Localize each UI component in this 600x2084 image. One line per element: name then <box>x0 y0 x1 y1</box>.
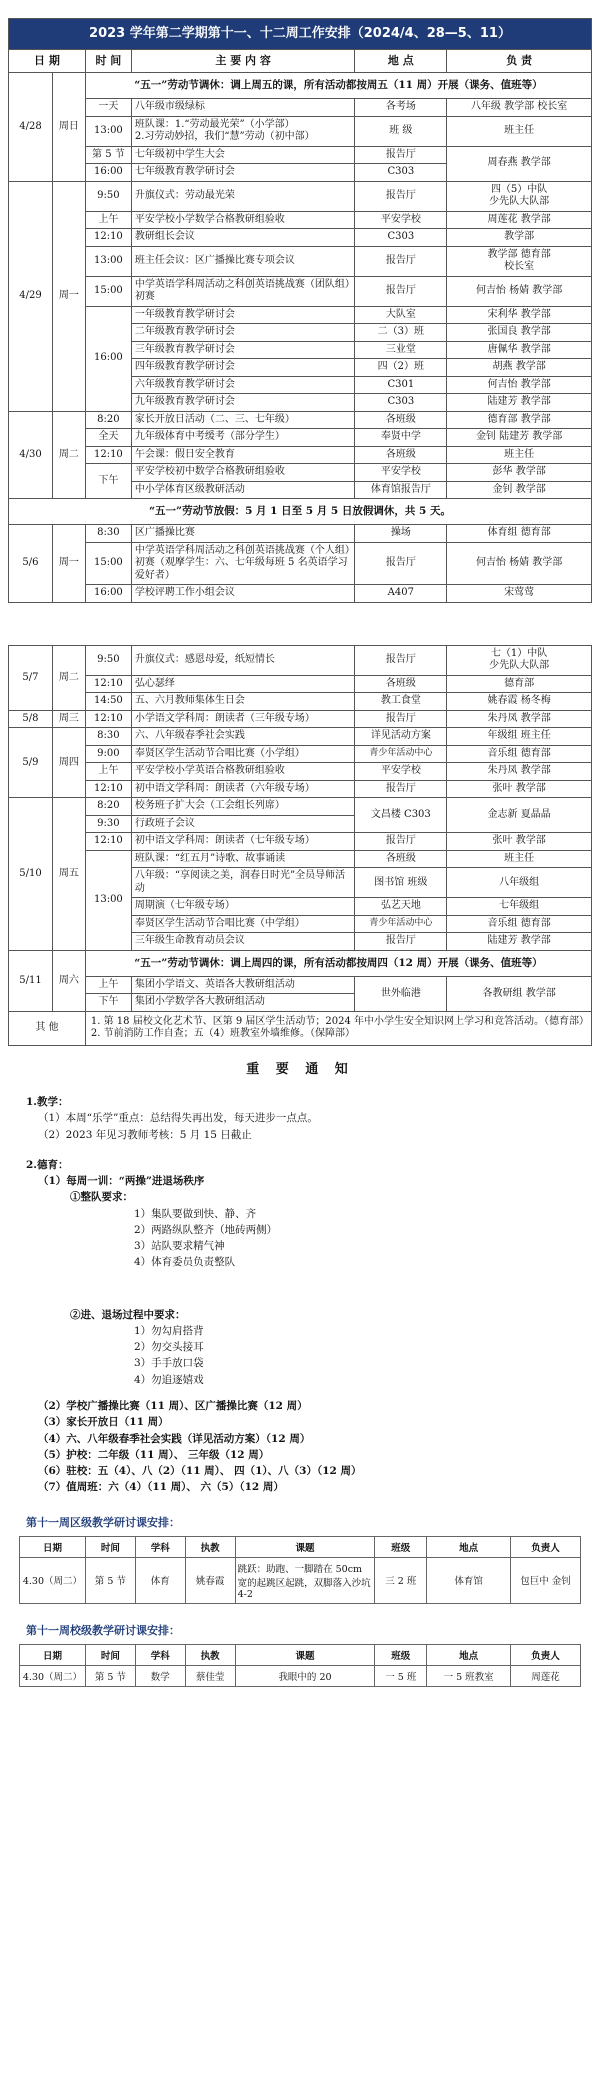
owner-cell: 周莲花 教学部 <box>447 211 592 229</box>
place-cell: 各班级 <box>355 850 447 868</box>
table-row <box>9 116 592 146</box>
table-row <box>9 745 592 763</box>
content-cell: 行政班子会议 <box>131 815 355 833</box>
content-cell: 小学语文学科周：朗读者（三年级专场） <box>131 710 355 728</box>
moral-item: （2）学校广播操比赛（11 周）、区广播操比赛（12 周） <box>38 1400 308 1412</box>
cell: 一 5 班教室 <box>427 1665 511 1686</box>
content-cell: 七年级教育教学研讨会 <box>131 164 355 182</box>
place-cell: 详见活动方案 <box>355 728 447 746</box>
content-cell: 四年级教育教学研讨会 <box>131 359 355 377</box>
day-cell: 周一 <box>52 525 85 603</box>
place-cell: 青少年活动中心 <box>355 745 447 763</box>
table-row <box>9 276 592 306</box>
owner-cell: 何吉怡 教学部 <box>447 376 592 394</box>
cell: 蔡佳莹 <box>185 1665 235 1686</box>
table-row <box>9 728 592 746</box>
time-cell: 9:30 <box>85 815 131 833</box>
table-row <box>9 850 592 868</box>
content-cell: 九年级体育中考缓考（部分学生） <box>131 429 355 447</box>
schedule-title: 2023 学年第二学期第十一、十二周工作安排（2024/4、28—5、11） <box>9 19 592 50</box>
other-item: 2. 节前消防工作自查；五（4）班教室外墙维修。（保障部） <box>90 1028 355 1040</box>
table-row <box>9 710 592 728</box>
table-row <box>9 542 592 585</box>
place-cell: C303 <box>355 164 447 182</box>
table-row <box>9 229 592 247</box>
cell: 4.30（周二） <box>20 1557 86 1603</box>
owner-cell: 金钊 陆建芳 教学部 <box>447 429 592 447</box>
owner-cell: 各教研组 教学部 <box>447 976 592 1011</box>
owner-cell: 张国良 教学部 <box>447 324 592 342</box>
owner-cell: 德育部 教学部 <box>447 411 592 429</box>
owner-cell: 宋利华 教学部 <box>447 306 592 324</box>
content-cell: 六年级教育教学研讨会 <box>131 376 355 394</box>
owner-cell: 陆建芳 教学部 <box>447 394 592 412</box>
place-cell: 弘艺天地 <box>355 898 447 916</box>
table-row <box>9 246 592 276</box>
sub-item: 2）勿交头接耳 <box>134 1341 204 1354</box>
content-cell: 升旗仪式：感恩母爱，纸短情长 <box>131 645 355 675</box>
table-row <box>9 645 592 675</box>
time-cell: 9:50 <box>85 645 131 675</box>
content-cell: 奉贤区学生活动节合唱比赛（中学组） <box>131 915 355 933</box>
place-cell: 世外临港 <box>355 976 447 1011</box>
teaching-item: （1）本周“乐学”重点：总结得失再出发，每天进步一点点。 <box>38 1112 318 1125</box>
time-cell: 15:00 <box>85 542 131 585</box>
content-cell: 平安学校小学数学合格教研组验收 <box>131 211 355 229</box>
time-cell: 16:00 <box>85 164 131 182</box>
place-cell: 平安学校 <box>355 211 447 229</box>
place-cell: C303 <box>355 394 447 412</box>
place-cell: 奉贤中学 <box>355 429 447 447</box>
moral-title: 2.德育： <box>26 1158 69 1171</box>
table-row <box>9 411 592 429</box>
content-cell: 教研组长会议 <box>131 229 355 247</box>
moral-item: （3）家长开放日（11 周） <box>38 1416 169 1429</box>
time-cell: 13:00 <box>85 246 131 276</box>
content-cell: 弘心瑟绎 <box>131 675 355 693</box>
place-cell: 青少年活动中心 <box>355 915 447 933</box>
day-cell: 周二 <box>52 645 85 710</box>
table-row <box>9 763 592 781</box>
table-row <box>9 780 592 798</box>
time-cell: 下午 <box>85 994 131 1012</box>
place-cell: 报告厅 <box>355 933 447 951</box>
notice-section <box>0 1060 600 1496</box>
table-row <box>9 181 592 211</box>
table-row <box>9 146 592 164</box>
content-cell: 校务班子扩大会（工会组长列席） <box>131 798 355 816</box>
content-cell: 平安学校初中数学合格教研组验收 <box>131 464 355 482</box>
owner-cell: 胡燕 教学部 <box>447 359 592 377</box>
table-row <box>9 446 592 464</box>
sub-item: 4）体育委员负责整队 <box>134 1256 236 1269</box>
content-cell: 八年级市级绿标 <box>131 99 355 117</box>
content-cell: 区广播操比赛 <box>131 525 355 543</box>
content-cell: 学校评聘工作小组会议 <box>131 585 355 603</box>
notice-heading: 重 要 通 知 <box>246 1061 354 1077</box>
place-cell: 文昌楼 C303 <box>355 798 447 833</box>
content-cell: 班主任会议：区广播操比赛专项会议 <box>131 246 355 276</box>
col-header: 课题 <box>235 1536 375 1557</box>
sub-item: 1）勿勾肩搭背 <box>134 1324 204 1337</box>
date-cell: 5/11 <box>9 950 53 1011</box>
time-cell: 16:00 <box>85 306 131 411</box>
place-cell: 报告厅 <box>355 181 447 211</box>
time-cell: 全天 <box>85 429 131 447</box>
owner-cell: 七年级组 <box>447 898 592 916</box>
district-title: 第十一周区级教学研讨课安排： <box>26 1515 180 1529</box>
owner-cell: 教学部 德育部 校长室 <box>447 246 592 276</box>
owner-cell: 四（5）中队 少先队大队部 <box>447 181 592 211</box>
teaching-title: 1.教学： <box>26 1096 69 1109</box>
cell: 包巨中 金钊 <box>511 1557 581 1603</box>
cell: 三 2 班 <box>375 1557 427 1603</box>
content-cell: 三年级生命教育动员会议 <box>131 933 355 951</box>
holiday-note: “五一”劳动节调休：调上周五的课，所有活动都按周五（11 周）开展（课务、值班等） <box>85 73 591 99</box>
content-cell: 三年级教育教学研讨会 <box>131 341 355 359</box>
day-cell: 周四 <box>52 728 85 798</box>
district-table <box>19 1536 581 1604</box>
content-cell: 集团小学语文、英语各大教研组活动 <box>131 976 355 994</box>
table-row <box>9 833 592 851</box>
cell: 姚春霞 <box>185 1557 235 1603</box>
time-cell: 13:00 <box>85 116 131 146</box>
col-header: 执教 <box>185 1644 235 1665</box>
owner-cell: 班主任 <box>447 850 592 868</box>
moral-item: （6）驻校：五（4）、八（2）（11 周）、 四（1）、八（3）（12 周） <box>38 1465 362 1478</box>
owner-cell: 陆建芳 教学部 <box>447 933 592 951</box>
place-cell: 三业堂 <box>355 341 447 359</box>
place-cell: 平安学校 <box>355 763 447 781</box>
owner-cell: 金志新 夏晶晶 <box>447 798 592 833</box>
col-header: 班级 <box>375 1536 427 1557</box>
owner-cell: 张叶 教学部 <box>447 780 592 798</box>
time-cell: 9:50 <box>85 181 131 211</box>
time-cell: 9:00 <box>85 745 131 763</box>
col-header: 地点 <box>427 1644 511 1665</box>
cell: 数学 <box>135 1665 185 1686</box>
table-row <box>9 675 592 693</box>
cell: 我眼中的 20 <box>235 1665 375 1686</box>
teaching-item: （2）2023 年见习教师考核：5 月 15 日截止 <box>38 1128 252 1141</box>
time-cell: 上午 <box>85 763 131 781</box>
time-cell: 8:20 <box>85 798 131 816</box>
cell: 第 5 节 <box>85 1665 135 1686</box>
place-cell: 体育馆报告厅 <box>355 481 447 499</box>
place-cell: 各班级 <box>355 675 447 693</box>
content-cell: 升旗仪式：劳动最光荣 <box>131 181 355 211</box>
col-header: 课题 <box>235 1644 375 1665</box>
place-cell: 图书馆 班级 <box>355 868 447 898</box>
other-item: 1. 第 18 届校文化艺术节、区第 9 届区学生活动节；2024 年中小学生安全知识网上学习和竞答活动。（德育部） <box>90 1015 590 1027</box>
place-cell: 报告厅 <box>355 146 447 164</box>
owner-cell: 姚春霞 杨冬梅 <box>447 693 592 711</box>
time-cell: 12:10 <box>85 710 131 728</box>
place-cell: 报告厅 <box>355 833 447 851</box>
owner-cell: 宋莺莺 <box>447 585 592 603</box>
col-header: 负责人 <box>511 1536 581 1557</box>
col-header: 日期 <box>20 1536 86 1557</box>
content-cell: 初中语文学科周：朗读者（七年级专场） <box>131 833 355 851</box>
date-cell: 5/8 <box>9 710 53 728</box>
content-cell: 六、八年级春季社会实践 <box>131 728 355 746</box>
header-date: 日 期 <box>9 50 86 73</box>
content-cell: 中学英语学科周活动之科创英语挑战赛（团队组）初赛 <box>131 276 355 306</box>
content-cell: 家长开放日活动（二、三、七年级） <box>131 411 355 429</box>
sub-title: ①整队要求： <box>70 1191 133 1204</box>
owner-cell: 八年级组 <box>447 868 592 898</box>
table-row <box>9 464 592 482</box>
content-cell: 八年级：“享阅读之美，润春日时光”全员导师活动 <box>131 868 355 898</box>
place-cell: 各班级 <box>355 411 447 429</box>
day-cell: 周六 <box>52 950 85 1011</box>
cell: 第 5 节 <box>85 1557 135 1603</box>
owner-cell: 体育组 德育部 <box>447 525 592 543</box>
time-cell: 13:00 <box>85 850 131 950</box>
owner-cell: 年级组 班主任 <box>447 728 592 746</box>
time-cell: 上午 <box>85 976 131 994</box>
table-row <box>9 693 592 711</box>
date-cell: 4/30 <box>9 411 53 499</box>
time-cell: 一天 <box>85 99 131 117</box>
table-row <box>9 99 592 117</box>
page-gap <box>9 602 592 645</box>
place-cell: 报告厅 <box>355 542 447 585</box>
sub-title: ②进、退场过程中要求： <box>70 1308 186 1321</box>
owner-cell: 七（1）中队 少先队大队部 <box>447 645 592 675</box>
table-row <box>9 306 592 324</box>
header-owner: 负 责 <box>447 50 592 73</box>
sub-item: 3）手手放口袋 <box>134 1357 204 1370</box>
time-cell: 16:00 <box>85 585 131 603</box>
other-label: 其 他 <box>9 1011 86 1045</box>
table-row <box>9 798 592 816</box>
cell: 周莲花 <box>511 1665 581 1686</box>
time-cell: 下午 <box>85 464 131 499</box>
date-cell: 4/29 <box>9 181 53 411</box>
content-cell: 班队课：1.“劳动最光荣”（小学部） 2.习劳动妙招，我们“慧”劳动（初中部） <box>131 116 355 146</box>
date-cell: 5/7 <box>9 645 53 710</box>
sub-item: 2）两路纵队整齐（地砖两侧） <box>134 1223 278 1236</box>
cell: 一 5 班 <box>375 1665 427 1686</box>
time-cell: 8:30 <box>85 525 131 543</box>
date-cell: 5/6 <box>9 525 53 603</box>
owner-cell: 金钊 教学部 <box>447 481 592 499</box>
owner-cell: 何吉怡 杨婧 教学部 <box>447 276 592 306</box>
content-cell: 五、六月教师集体生日会 <box>131 693 355 711</box>
cell: 4.30（周二） <box>20 1665 86 1686</box>
col-header: 学科 <box>135 1536 185 1557</box>
col-header: 班级 <box>375 1644 427 1665</box>
moral-item: （5）护校：二年级（11 周）、 三年级（12 周） <box>38 1448 270 1461</box>
time-cell: 12:10 <box>85 675 131 693</box>
owner-cell: 张叶 教学部 <box>447 833 592 851</box>
place-cell: 报告厅 <box>355 780 447 798</box>
owner-cell: 音乐组 德育部 <box>447 745 592 763</box>
place-cell: 报告厅 <box>355 645 447 675</box>
owner-cell: 唐佩华 教学部 <box>447 341 592 359</box>
owner-cell: 朱丹凤 教学部 <box>447 710 592 728</box>
owner-cell: 德育部 <box>447 675 592 693</box>
place-cell: 二（3）班 <box>355 324 447 342</box>
owner-cell: 教学部 <box>447 229 592 247</box>
content-cell: 中学英语学科周活动之科创英语挑战赛（个人组）初赛（观摩学生：六、七年级每班 5 名英语学习爱好者） <box>131 542 355 585</box>
time-cell: 14:50 <box>85 693 131 711</box>
time-cell: 8:20 <box>85 411 131 429</box>
col-header: 地点 <box>427 1536 511 1557</box>
day-cell: 周三 <box>52 710 85 728</box>
place-cell: C303 <box>355 229 447 247</box>
owner-cell: 音乐组 德育部 <box>447 915 592 933</box>
header-time: 时 间 <box>85 50 131 73</box>
owner-cell: 朱丹凤 教学部 <box>447 763 592 781</box>
content-cell: 集团小学数学各大教研组活动 <box>131 994 355 1012</box>
table-row <box>9 585 592 603</box>
col-header: 负责人 <box>511 1644 581 1665</box>
content-cell: 周期演（七年级专场） <box>131 898 355 916</box>
owner-cell: 何吉怡 杨婧 教学部 <box>447 542 592 585</box>
header-content: 主 要 内 容 <box>131 50 355 73</box>
col-header: 时间 <box>85 1644 135 1665</box>
content-cell: 九年级教育教学研讨会 <box>131 394 355 412</box>
place-cell: C301 <box>355 376 447 394</box>
place-cell: 报告厅 <box>355 276 447 306</box>
table-row <box>20 1665 581 1686</box>
cell: 跳跃：助跑、一脚踏在 50cm 宽的起跳区起跳，双脚落入沙坑 4-2 <box>235 1557 375 1603</box>
content-cell: 奉贤区学生活动节合唱比赛（小学组） <box>131 745 355 763</box>
time-cell: 第 5 节 <box>85 146 131 164</box>
date-cell: 4/28 <box>9 73 53 182</box>
content-cell: 二年级教育教学研讨会 <box>131 324 355 342</box>
place-cell: 各班级 <box>355 446 447 464</box>
content-cell: 中小学体育区级教研活动 <box>131 481 355 499</box>
owner-cell: 班主任 <box>447 116 592 146</box>
time-cell: 8:30 <box>85 728 131 746</box>
time-cell: 15:00 <box>85 276 131 306</box>
owner-cell: 八年级 教学部 校长室 <box>447 99 592 117</box>
col-header: 学科 <box>135 1644 185 1665</box>
place-cell: 班 级 <box>355 116 447 146</box>
table-row <box>9 525 592 543</box>
owner-cell: 彭华 教学部 <box>447 464 592 482</box>
sub-item: 1）集队要做到快、静、齐 <box>134 1207 257 1220</box>
other-items <box>85 1011 591 1045</box>
table-row <box>9 211 592 229</box>
col-header: 执教 <box>185 1536 235 1557</box>
time-cell: 12:10 <box>85 229 131 247</box>
day-cell: 周日 <box>52 73 85 182</box>
table-row <box>9 976 592 994</box>
content-cell: 一年级教育教学研讨会 <box>131 306 355 324</box>
schedule-table <box>8 18 592 1046</box>
header-place: 地 点 <box>355 50 447 73</box>
owner-cell: 周春燕 教学部 <box>447 146 592 181</box>
place-cell: 大队室 <box>355 306 447 324</box>
moral-item: （4）六、八年级春季社会实践（详见活动方案）（12 周） <box>38 1432 311 1445</box>
place-cell: 四（2）班 <box>355 359 447 377</box>
place-cell: 教工食堂 <box>355 693 447 711</box>
place-cell: 报告厅 <box>355 710 447 728</box>
time-cell: 12:10 <box>85 446 131 464</box>
page <box>0 18 600 1687</box>
sub-item: 3）站队要求精气神 <box>134 1240 225 1253</box>
table-row <box>9 429 592 447</box>
table-row <box>20 1557 581 1603</box>
holiday-note: “五一”劳动节放假：5 月 1 日至 5 月 5 日放假调休，共 5 天。 <box>9 499 592 525</box>
school-title: 第十一周校级教学研讨课安排： <box>26 1623 180 1637</box>
day-cell: 周五 <box>52 798 85 951</box>
moral-item: （7）值周班：六（4）（11 周）、 六（5）（12 周） <box>38 1481 284 1494</box>
col-header: 时间 <box>85 1536 135 1557</box>
moral-item: （1）每周一训：“两操”进退场秩序 <box>38 1175 205 1188</box>
date-cell: 5/10 <box>9 798 53 951</box>
place-cell: A407 <box>355 585 447 603</box>
day-cell: 周一 <box>52 181 85 411</box>
owner-cell: 班主任 <box>447 446 592 464</box>
cell: 体育 <box>135 1557 185 1603</box>
content-cell: 平安学校小学英语合格教研组验收 <box>131 763 355 781</box>
day-cell: 周二 <box>52 411 85 499</box>
school-table <box>19 1644 581 1687</box>
content-cell: 班队课：“红五月”诗歌、故事诵读 <box>131 850 355 868</box>
date-cell: 5/9 <box>9 728 53 798</box>
cell: 体育馆 <box>427 1557 511 1603</box>
place-cell: 平安学校 <box>355 464 447 482</box>
col-header: 日期 <box>20 1644 86 1665</box>
place-cell: 操场 <box>355 525 447 543</box>
content-cell: 初中语文学科周：朗读者（六年级专场） <box>131 780 355 798</box>
time-cell: 上午 <box>85 211 131 229</box>
time-cell: 12:10 <box>85 833 131 851</box>
content-cell: 七年级初中学生大会 <box>131 146 355 164</box>
sub-item: 4）勿追逐嬉戏 <box>134 1373 204 1386</box>
content-cell: 午会课：假日安全教育 <box>131 446 355 464</box>
holiday-note: “五一”劳动节调休：调上周四的课，所有活动都按周四（12 周）开展（课务、值班等） <box>85 950 591 976</box>
place-cell: 各考场 <box>355 99 447 117</box>
time-cell: 12:10 <box>85 780 131 798</box>
place-cell: 报告厅 <box>355 246 447 276</box>
